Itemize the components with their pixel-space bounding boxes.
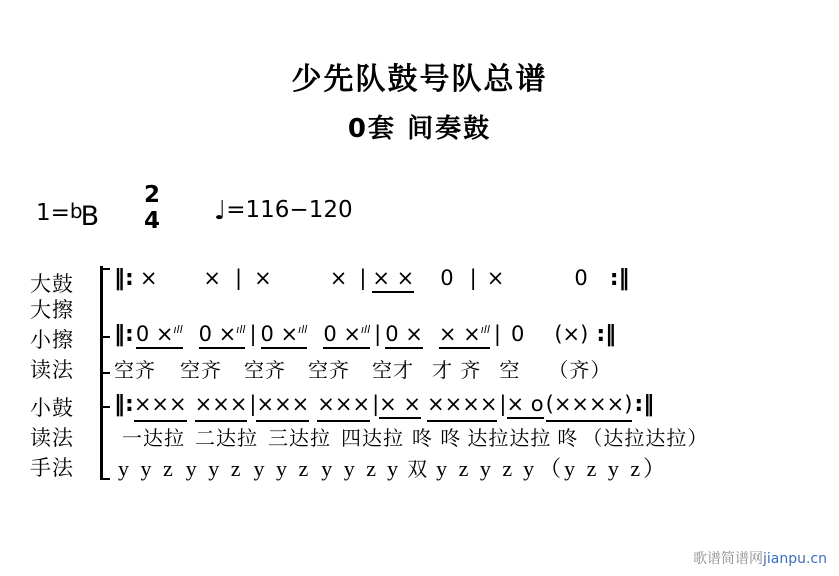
label-daca: 大擦: [30, 298, 74, 322]
quarter-note-icon: ♩: [214, 196, 227, 226]
key-note: B: [80, 201, 100, 232]
watermark-text: 歌谱简谱网: [692, 551, 763, 567]
row-dagu: [114, 266, 814, 294]
staff-block: [30, 266, 810, 496]
label-shoufa: 手法: [30, 456, 74, 480]
tempo-value: =116−120: [226, 197, 353, 223]
shoufa-text: y y z y y z y y z y y z y 双 y z y z y（y z y z）: [118, 456, 669, 481]
dagu-notation: ‖: × × | × × | × × 0 | × 0 :‖: [114, 266, 630, 291]
system-brace: [98, 266, 114, 480]
dufa-2-text: 一达拉 二达拉 三达拉 四达拉 咚 咚 达拉达拉 咚 （达拉达拉）: [122, 426, 709, 450]
dufa-1-text: 空齐 空齐 空齐 空齐 空才 才 齐 空 （齐）: [114, 358, 612, 382]
row-dufa-2: [114, 422, 814, 450]
row-shoufa: [114, 452, 814, 480]
score-header-line: [36, 182, 796, 238]
watermark: [693, 548, 827, 568]
tempo-marking: [214, 194, 353, 224]
label-xiaoca: 小擦: [30, 328, 74, 352]
label-xiaogu: 小鼓: [30, 396, 74, 420]
label-dagu: 大鼓: [30, 272, 74, 296]
row-dufa-1: [114, 354, 814, 382]
xiaoca-notation: ‖:0 ×$^{ıll}$ 0 ×$^{ıll}$ | 0 ×$^{ıll}$ 0 ×$^{ıll}$ | 0 × × ×$^{ıll}$ | 0 (×) :‖: [114, 322, 617, 347]
key-prefix: 1=: [36, 200, 70, 226]
label-dufa-2: 读法: [30, 426, 74, 450]
row-xiaoca: [114, 322, 814, 350]
page-subtitle: 0套 间奏鼓: [347, 114, 492, 144]
watermark-url: jianpu.cn: [762, 551, 827, 567]
meter-denominator: 4: [143, 208, 160, 234]
row-xiaogu: [114, 392, 814, 420]
time-signature: [136, 182, 168, 234]
key-signature: [36, 196, 101, 232]
xiaogu-notation: ‖:××× ×××|××× ×××|× × ××××|× o(××××):‖: [114, 392, 654, 416]
flat-symbol: b: [69, 199, 83, 223]
page-title: 少先队鼓号队总谱: [291, 62, 548, 97]
label-dufa-1: 读法: [30, 358, 74, 382]
meter-numerator: 2: [143, 182, 160, 208]
